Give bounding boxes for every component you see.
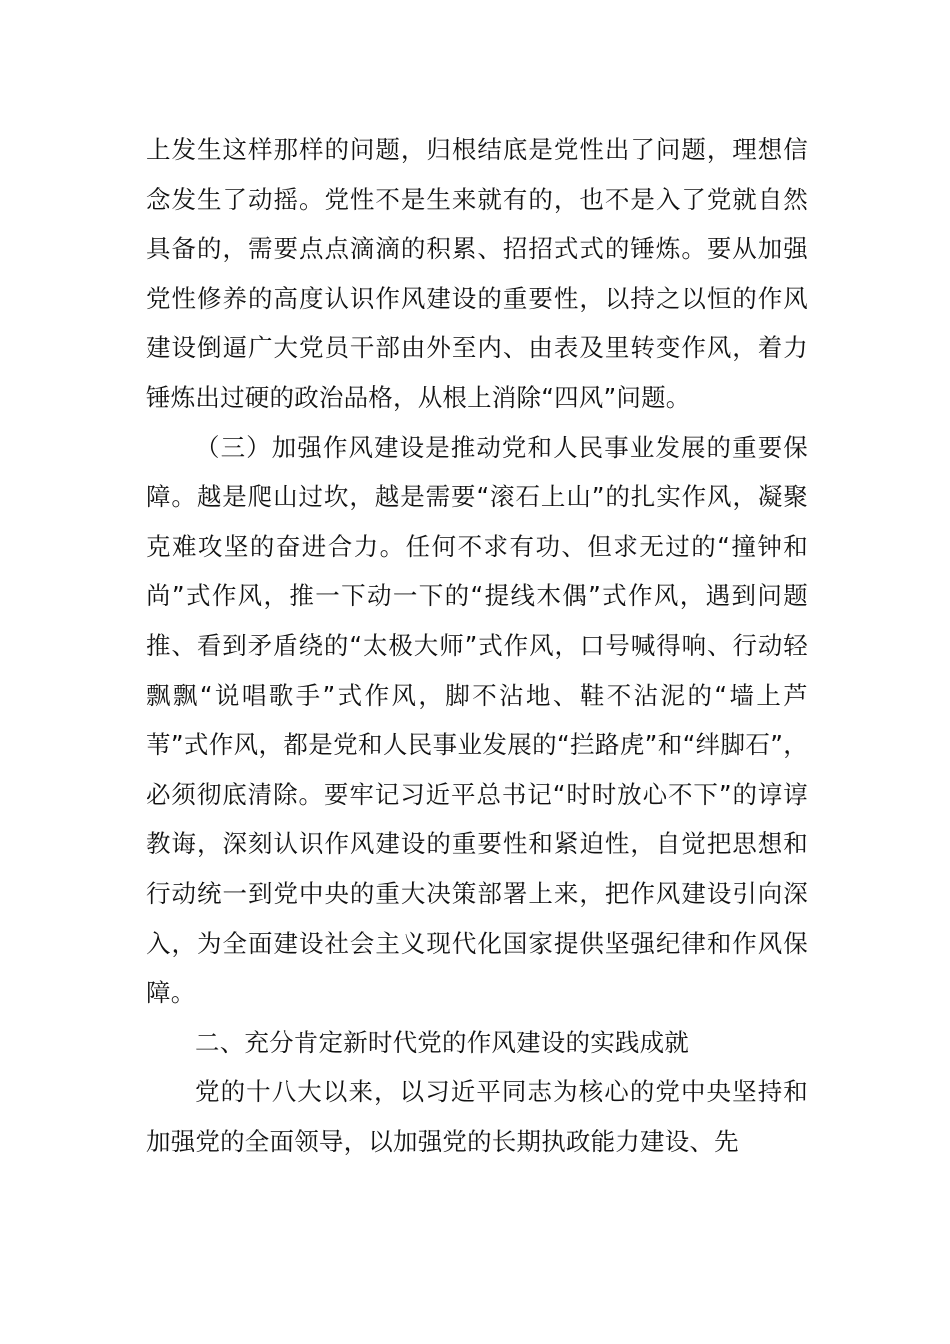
section-heading-two: 二、充分肯定新时代党的作风建设的实践成就 bbox=[195, 1027, 689, 1057]
document-body bbox=[146, 125, 808, 1166]
paragraph-party-spirit: 上发生这样那样的问题，归根结底是党性出了问题，理想信念发生了动摇。党性不是生来就有的，也不是入了党就自然具备的，需要点点滴滴的积累、招招式式的锤炼。要从加强党性修养的高度认识作风建设的重要性，以持之以恒的作风建设倒逼广大党员干部由外至内、由表及里转变作风，着力锤炼出过硬的政治品格，从根上消除“四风”问题。 bbox=[146, 135, 808, 412]
paragraph-eighteenth-congress: 党的十八大以来，以习近平同志为核心的党中央坚持和加强党的全面领导，以加强党的长期执政能力建设、先 bbox=[146, 1077, 808, 1156]
paragraph-section-three: （三）加强作风建设是推动党和人民事业发展的重要保障。越是爬山过坎，越是需要“滚石上山”的扎实作风，凝聚克难攻坚的奋进合力。任何不求有功、但求无过的“撞钟和尚”式作风，推一下动一下的“提线木偶”式作风，遇到问题推、看到矛盾绕的“太极大师”式作风，口号喊得响、行动轻飘飘“说唱歌手”式作风，脚不沾地、鞋不沾泥的“墙上芦苇”式作风，都是党和人民事业发展的“拦路虎”和“绊脚石”，必须彻底清除。要牢记习近平总书记“时时放心不下”的谆谆教诲，深刻认识作风建设的重要性和紧迫性，自觉把思想和行动统一到党中央的重大决策部署上来，把作风建设引向深入，为全面建设社会主义现代化国家提供坚强纪律和作风保障。 bbox=[146, 432, 808, 1008]
